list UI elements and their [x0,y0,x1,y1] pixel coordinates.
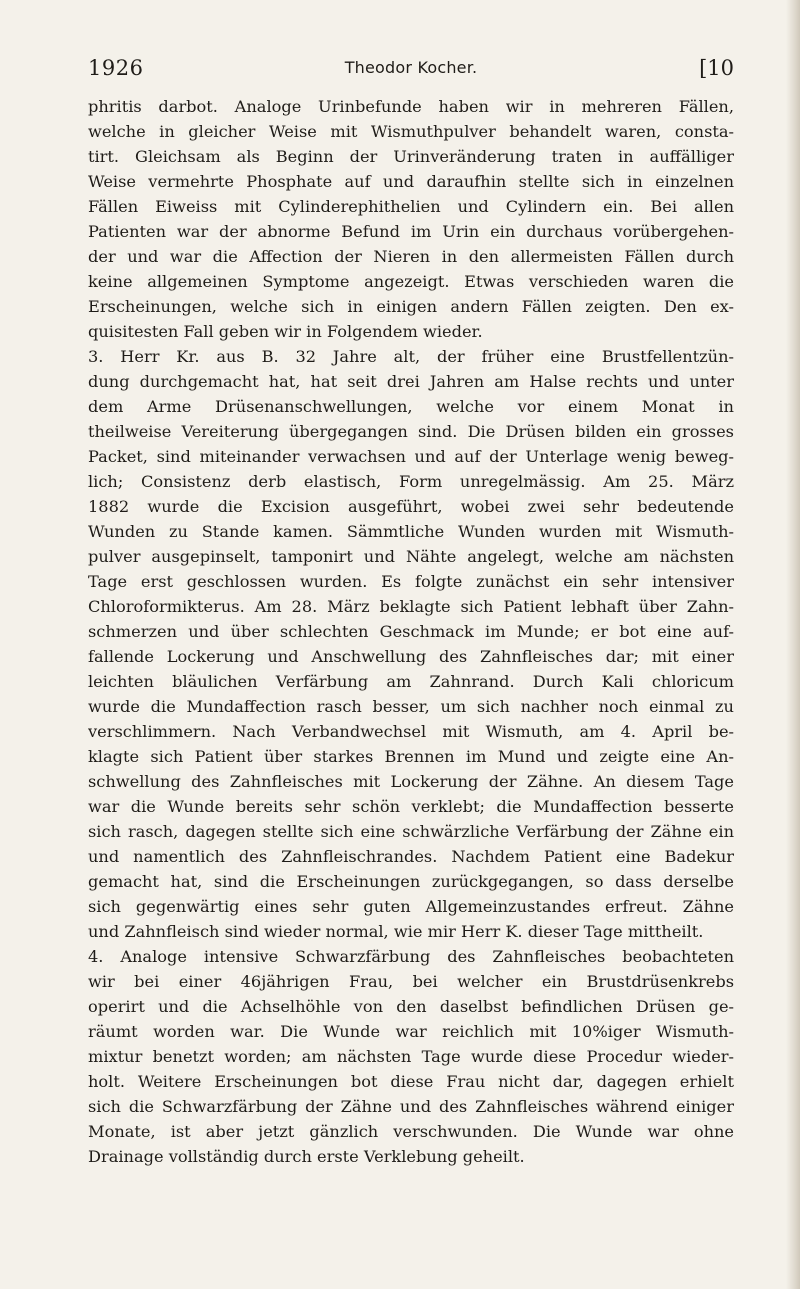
text-line: Chloroformikterus. Am 28. März beklagte sich Patient lebhaft über Zahn- [88,597,734,616]
text-line: schwellung des Zahnfleisches mit Lockerung der Zähne. An diesem Tage [88,772,734,791]
text-line: sich rasch, dagegen stellte sich eine schwärzliche Verfärbung der Zähne ein [88,822,734,841]
text-line: räumt worden war. Die Wunde war reichlich mit 10%iger Wismuth- [88,1022,734,1041]
text-line: gemacht hat, sind die Erscheinungen zurückgegangen, so dass derselbe [88,872,734,891]
text-line: 4. Analoge intensive Schwarzfärbung des Zahnfleisches beobachteten [88,947,734,966]
text-line: dung durchgemacht hat, hat seit drei Jahren am Halse rechts und unter [88,372,734,391]
text-line: 3. Herr Kr. aus B. 32 Jahre alt, der früher eine Brustfellentzün- [88,347,734,366]
section-mark: [10 [699,56,734,80]
page-header [88,56,734,86]
text-line: Patienten war der abnorme Befund im Urin ein durchaus vorübergehen- [88,222,734,241]
page-edge-shadow [786,0,800,1289]
text-line: leichten bläulichen Verfärbung am Zahnrand. Durch Kali chloricum [88,672,734,691]
text-line: Tage erst geschlossen wurden. Es folgte zunächst ein sehr intensiver [88,572,734,591]
text-line: dem Arme Drüsenanschwellungen, welche vor einem Monat in [88,397,734,416]
text-line: tirt. Gleichsam als Beginn der Urinveränderung traten in auffälliger [88,147,734,166]
text-line: Monate, ist aber jetzt gänzlich verschwunden. Die Wunde war ohne [88,1122,734,1141]
text-line: Drainage vollständig durch erste Verklebung geheilt. [88,1147,525,1166]
text-line: sich gegenwärtig eines sehr guten Allgemeinzustandes erfreut. Zähne [88,897,734,916]
text-line: phritis darbot. Analoge Urinbefunde haben wir in mehreren Fällen, [88,97,734,116]
text-line: holt. Weitere Erscheinungen bot diese Frau nicht dar, dagegen erhielt [88,1072,734,1091]
text-line: der und war die Affection der Nieren in den allermeisten Fällen durch [88,247,734,266]
text-line: 1882 wurde die Excision ausgeführt, wobei zwei sehr bedeutende [88,497,734,516]
text-line: fallende Lockerung und Anschwellung des Zahnfleisches dar; mit einer [88,647,734,666]
text-line: operirt und die Achselhöhle von den daselbst befindlichen Drüsen ge- [88,997,734,1016]
text-line: sich die Schwarzfärbung der Zähne und des Zahnfleisches während einiger [88,1097,734,1116]
text-line: Erscheinungen, welche sich in einigen andern Fällen zeigten. Den ex- [88,297,734,316]
body-text [88,94,734,1169]
text-line: Packet, sind miteinander verwachsen und auf der Unterlage wenig beweg- [88,447,734,466]
text-line: theilweise Vereiterung übergegangen sind. Die Drüsen bilden ein grosses [88,422,734,441]
text-line: schmerzen und über schlechten Geschmack im Munde; er bot eine auf- [88,622,734,641]
text-line: keine allgemeinen Symptome angezeigt. Etwas verschieden waren die [88,272,734,291]
text-line: und Zahnfleisch sind wieder normal, wie mir Herr K. dieser Tage mittheilt. [88,922,704,941]
text-line: pulver ausgepinselt, tamponirt und Nähte angelegt, welche am nächsten [88,547,734,566]
text-line: quisitesten Fall geben wir in Folgendem wieder. [88,322,483,341]
page-number: 1926 [88,56,144,80]
text-line: lich; Consistenz derb elastisch, Form unregelmässig. Am 25. März [88,472,734,491]
text-line: war die Wunde bereits sehr schön verklebt; die Mundaffection besserte [88,797,734,816]
text-line: Wunden zu Stande kamen. Sämmtliche Wunden wurden mit Wismuth- [88,522,734,541]
text-line: mixtur benetzt worden; am nächsten Tage wurde diese Procedur wieder- [88,1047,734,1066]
text-line: verschlimmern. Nach Verbandwechsel mit Wismuth, am 4. April be- [88,722,734,741]
text-line: wurde die Mundaffection rasch besser, um sich nachher noch einmal zu [88,697,734,716]
text-line: Weise vermehrte Phosphate auf und daraufhin stellte sich in einzelnen [88,172,734,191]
text-line: Fällen Eiweiss mit Cylinderephithelien und Cylindern ein. Bei allen [88,197,734,216]
running-head: Theodor Kocher. [344,58,478,77]
text-line: wir bei einer 46jährigen Frau, bei welcher ein Brustdrüsenkrebs [88,972,734,991]
text-line: welche in gleicher Weise mit Wismuthpulver behandelt waren, consta- [88,122,734,141]
text-line: klagte sich Patient über starkes Brennen im Mund und zeigte eine An- [88,747,734,766]
text-line: und namentlich des Zahnfleischrandes. Nachdem Patient eine Badekur [88,847,734,866]
